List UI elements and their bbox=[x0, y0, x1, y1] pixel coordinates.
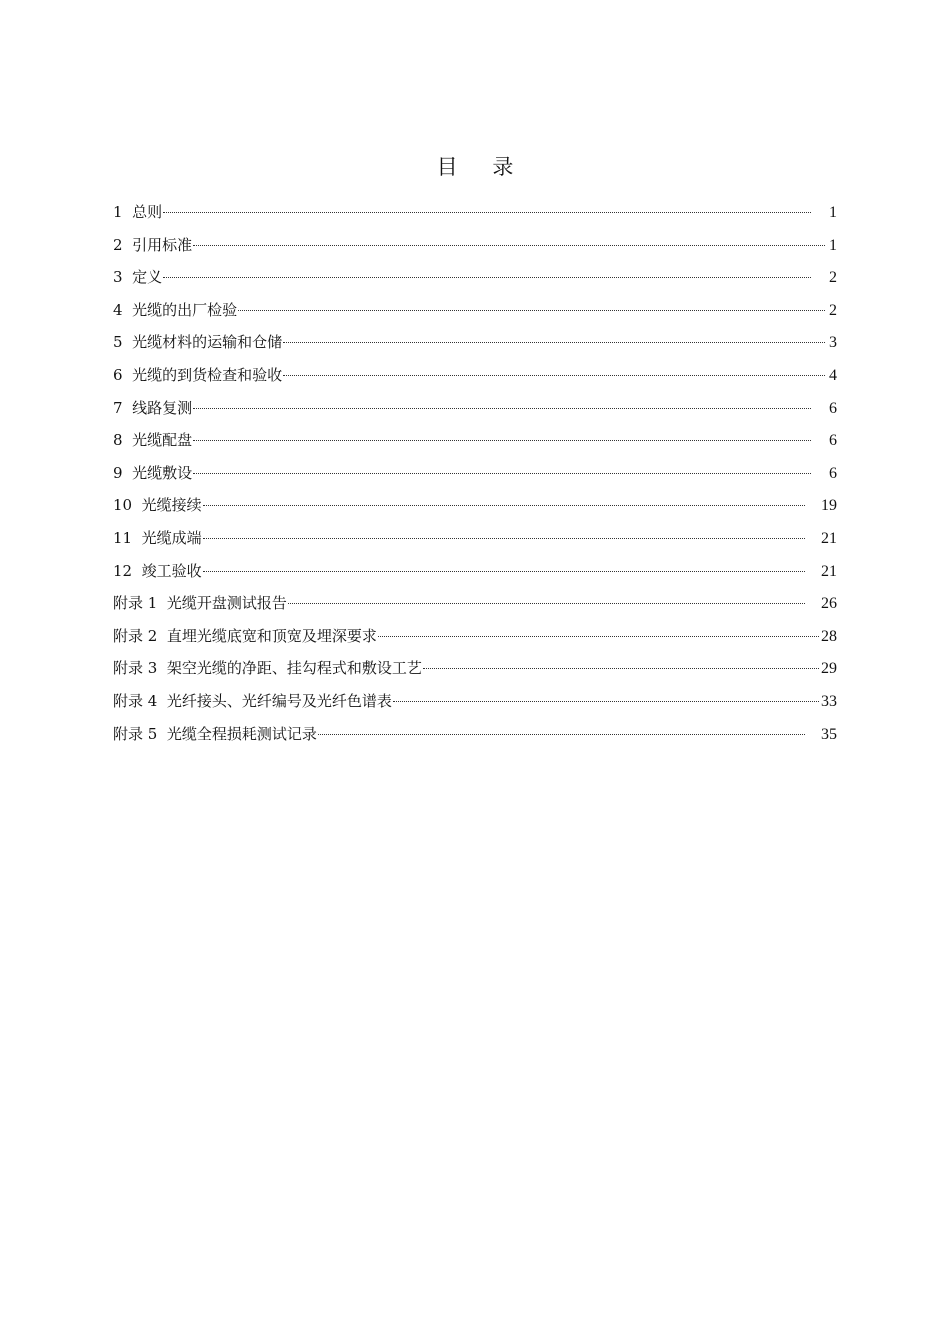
toc-entry-number: 3 bbox=[113, 268, 133, 287]
toc-dot-leader bbox=[203, 505, 805, 506]
toc-entry[interactable] bbox=[113, 393, 837, 426]
toc-entry[interactable] bbox=[113, 230, 837, 263]
toc-dot-leader bbox=[283, 375, 825, 376]
toc-entry[interactable] bbox=[113, 523, 837, 556]
toc-entry-number: 附录 2 bbox=[113, 626, 167, 645]
toc-entry-page: 35 bbox=[821, 725, 837, 743]
toc-entry[interactable] bbox=[113, 197, 837, 230]
toc-entry[interactable] bbox=[113, 425, 837, 458]
toc-entry-page: 26 bbox=[821, 595, 837, 613]
toc-entry-number: 附录 5 bbox=[113, 724, 167, 743]
toc-entry-number: 4 bbox=[113, 300, 133, 319]
toc-entry[interactable] bbox=[113, 327, 837, 360]
toc-entry-title: 竣工验收 bbox=[141, 561, 202, 580]
toc-dot-leader bbox=[203, 571, 805, 572]
toc-entry[interactable] bbox=[113, 556, 837, 589]
toc-entry-title: 光缆的到货检查和验收 bbox=[132, 365, 283, 384]
toc-dot-leader bbox=[393, 701, 819, 702]
toc-entry[interactable] bbox=[113, 686, 837, 719]
toc-entry-title: 引用标准 bbox=[132, 235, 193, 254]
toc-entry-number: 9 bbox=[113, 463, 133, 482]
toc-entry-page: 1 bbox=[829, 236, 837, 254]
toc-entry[interactable] bbox=[113, 262, 837, 295]
toc-entry[interactable] bbox=[113, 360, 837, 393]
toc-dot-leader bbox=[193, 408, 811, 409]
toc-entry-number: 6 bbox=[113, 365, 133, 384]
toc-entry-page: 6 bbox=[829, 432, 837, 450]
toc-entry-title: 光缆全程损耗测试记录 bbox=[166, 724, 317, 743]
toc-entry-page: 6 bbox=[829, 399, 837, 417]
toc-entry-title: 光缆敷设 bbox=[132, 463, 193, 482]
toc-entry[interactable] bbox=[113, 490, 837, 523]
toc-entry-page: 19 bbox=[821, 497, 837, 515]
toc-entry[interactable] bbox=[113, 653, 837, 686]
toc-dot-leader bbox=[203, 538, 805, 539]
toc-dot-leader bbox=[283, 342, 825, 343]
toc-dot-leader bbox=[423, 668, 819, 669]
toc-entry-page: 29 bbox=[821, 660, 837, 678]
toc-entry-title: 线路复测 bbox=[132, 398, 193, 417]
toc-entry[interactable] bbox=[113, 588, 837, 621]
toc-entry[interactable] bbox=[113, 295, 837, 328]
toc-entry-title: 光缆成端 bbox=[141, 528, 202, 547]
toc-entry[interactable] bbox=[113, 719, 837, 752]
toc-dot-leader bbox=[193, 473, 811, 474]
toc-entry-number: 8 bbox=[113, 431, 133, 450]
toc-entry-page: 4 bbox=[829, 366, 837, 384]
toc-entry-title: 架空光缆的净距、挂勾程式和敷设工艺 bbox=[166, 659, 422, 678]
toc-entry-page: 1 bbox=[829, 204, 837, 221]
toc-entry-number: 11 bbox=[113, 528, 142, 547]
toc-dot-leader bbox=[318, 734, 805, 735]
toc-dot-leader bbox=[288, 603, 805, 604]
toc-entry-title: 光缆开盘测试报告 bbox=[166, 594, 287, 613]
toc-dot-leader bbox=[193, 440, 811, 441]
toc-entry-page: 33 bbox=[821, 692, 837, 710]
toc-dot-leader bbox=[163, 277, 811, 278]
toc-entry-number: 7 bbox=[113, 398, 133, 417]
toc-entry-title: 总则 bbox=[132, 203, 163, 221]
toc-entry-page: 21 bbox=[821, 529, 837, 547]
toc-entry-title: 光缆的出厂检验 bbox=[132, 300, 238, 319]
toc-entry-number: 10 bbox=[113, 496, 142, 515]
toc-entry-title: 光缆接续 bbox=[141, 496, 202, 515]
toc-dot-leader bbox=[378, 636, 819, 637]
toc-entry-number: 5 bbox=[113, 333, 133, 352]
toc-entry-page: 6 bbox=[829, 464, 837, 482]
toc-entry-title: 直埋光缆底宽和顶宽及埋深要求 bbox=[166, 626, 377, 645]
toc-entry[interactable] bbox=[113, 621, 837, 654]
toc-dot-leader bbox=[163, 212, 811, 213]
toc-entry-number: 1 bbox=[113, 203, 133, 221]
page-title: 目 录 bbox=[436, 155, 528, 179]
toc-entry[interactable] bbox=[113, 458, 837, 491]
toc-entry-number: 2 bbox=[113, 235, 133, 254]
toc-dot-leader bbox=[238, 310, 825, 311]
toc-entry-title: 光缆材料的运输和仓储 bbox=[132, 333, 283, 352]
toc-dot-leader bbox=[193, 245, 825, 246]
toc-entry-title: 光纤接头、光纤编号及光纤色谱表 bbox=[166, 691, 392, 710]
toc-entry-number: 附录 4 bbox=[113, 691, 167, 710]
toc-entry-title: 光缆配盘 bbox=[132, 431, 193, 450]
toc-entry-page: 2 bbox=[829, 269, 837, 287]
toc-entry-page: 28 bbox=[821, 627, 837, 645]
toc-entry-number: 12 bbox=[113, 561, 142, 580]
toc-entry-page: 3 bbox=[829, 334, 837, 352]
toc-entry-number: 附录 1 bbox=[113, 594, 167, 613]
toc-entry-number: 附录 3 bbox=[113, 659, 167, 678]
toc-entry-page: 21 bbox=[821, 562, 837, 580]
toc-entry-page: 2 bbox=[829, 301, 837, 319]
table-of-contents bbox=[113, 197, 837, 751]
toc-entry-title: 定义 bbox=[132, 268, 163, 287]
